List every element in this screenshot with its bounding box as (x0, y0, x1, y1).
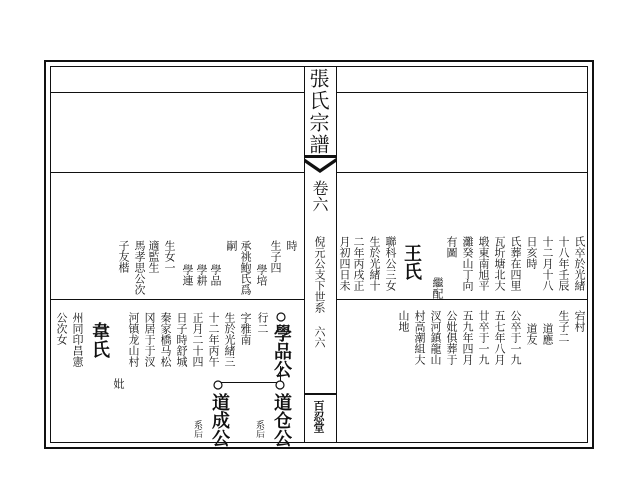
right-low-11: 村高潮組大 (413, 310, 426, 365)
wang-line-3: 二年丙戌正 (352, 236, 365, 291)
left-col-6: 學品 (209, 264, 222, 286)
node-marker-xuepin (274, 310, 288, 324)
branch-line-horizontal (218, 382, 280, 383)
left-col-1: 時 (285, 240, 298, 251)
right-low-8: 五九年四月 (461, 310, 474, 365)
mid-rule-right (336, 299, 588, 300)
right-col-6: 瓦圻塘北大 (493, 236, 506, 291)
left-col-7: 學耕 (195, 264, 208, 286)
right-low-4: 道友 (525, 323, 538, 345)
right-col-9: 有圖 (445, 236, 458, 258)
fishtail-mark (304, 155, 336, 179)
right-low-3: 道應 (541, 323, 554, 345)
right-col-5: 氏葬在四里 (509, 236, 522, 291)
right-low-10: 汊河鎮龍山 (429, 310, 442, 365)
left-col-10: 適監生 (147, 240, 160, 273)
right-low-5: 公卒于一九 (509, 310, 522, 365)
wang-line-4: 月初四日未 (338, 236, 351, 291)
child-name-daocheng: 道成公 (209, 393, 230, 447)
xuepin-line-3: 十二年丙午 (207, 312, 220, 367)
gutter-line-right (336, 66, 337, 443)
wei-line-1: 州同印昌憲 (71, 312, 84, 367)
right-col-8: 灘癸山丁向 (461, 236, 474, 291)
child-note-daocheng: 系后 (192, 420, 202, 438)
wang-line-1: 聯科公三女 (384, 236, 397, 291)
left-col-3: 學培 (255, 264, 268, 286)
book-title: 張氏宗譜 (306, 68, 330, 156)
wei-line-2: 公次女 (55, 312, 68, 345)
xuepin-line-6: 秦家橋马松 (159, 312, 172, 367)
xuepin-pi: 妣 (112, 378, 125, 389)
right-col-3: 十二月十八 (541, 236, 554, 291)
hall-name: 百忍堂 (312, 400, 325, 433)
xuepin-line-5: 日子時舒城 (175, 312, 188, 367)
node-marker-daocang (273, 378, 287, 392)
wang-line-2: 生於光緒十 (368, 236, 381, 291)
top-rule-left-2 (50, 172, 304, 173)
jipei-label: 繼配 (431, 277, 444, 299)
top-rule-right-1 (336, 92, 588, 93)
right-col-7: 塅東南旭平 (477, 236, 490, 291)
xuepin-line-1: 字雅南 (239, 312, 252, 345)
right-col-2: 十八年壬辰 (557, 236, 570, 291)
branch-label: 倪元公支下世系 (313, 236, 326, 313)
child-note-daocang: 系后 (254, 420, 264, 438)
top-rule-left-1 (50, 92, 304, 93)
right-low-9: 公妣俱葬于 (445, 310, 458, 365)
left-col-11: 馬孝思公次 (133, 240, 146, 295)
volume-label: 卷六 (310, 180, 329, 212)
child-name-daocang: 道仓公 (271, 393, 292, 447)
xuepin-line-8: 河镇龙山村 (127, 312, 140, 367)
right-low-2: 生子二 (557, 310, 570, 343)
xuepin-name: 學品公 (271, 324, 292, 378)
right-low-6: 五七年八月 (493, 310, 506, 365)
mid-rule-left (50, 299, 304, 300)
wei-shi-name: 韋氏 (89, 322, 110, 358)
left-col-4: 承祧鮑氏爲 (239, 240, 252, 295)
xuepin-line-7: 冈居于于汊 (143, 312, 156, 367)
left-col-8: 學連 (181, 264, 194, 286)
left-col-9: 生女一 (163, 240, 176, 273)
right-low-1: 宕村 (573, 310, 586, 332)
right-col-4: 日亥時 (525, 236, 538, 269)
gutter-rule-bottom (304, 393, 336, 395)
gutter-line-left (304, 66, 305, 443)
right-low-12: 山地 (397, 310, 410, 332)
xuepin-line-2: 生於光緒三 (223, 312, 236, 367)
xuepin-line-4: 正月二十四 (191, 312, 204, 367)
right-low-7: 廿卒于一九 (477, 310, 490, 365)
node-marker-daocheng (211, 378, 225, 392)
page-number: 六六 (313, 326, 326, 348)
left-col-2: 生子四 (269, 240, 282, 273)
right-col-1: 氏卒於光緒 (573, 236, 586, 291)
wang-shi-name: 王氏 (401, 244, 422, 280)
xuepin-hang: 行二 (256, 312, 269, 334)
left-col-12: 子友楷 (117, 240, 130, 273)
top-rule-right-2 (336, 172, 588, 173)
left-col-5: 嗣 (225, 240, 238, 251)
